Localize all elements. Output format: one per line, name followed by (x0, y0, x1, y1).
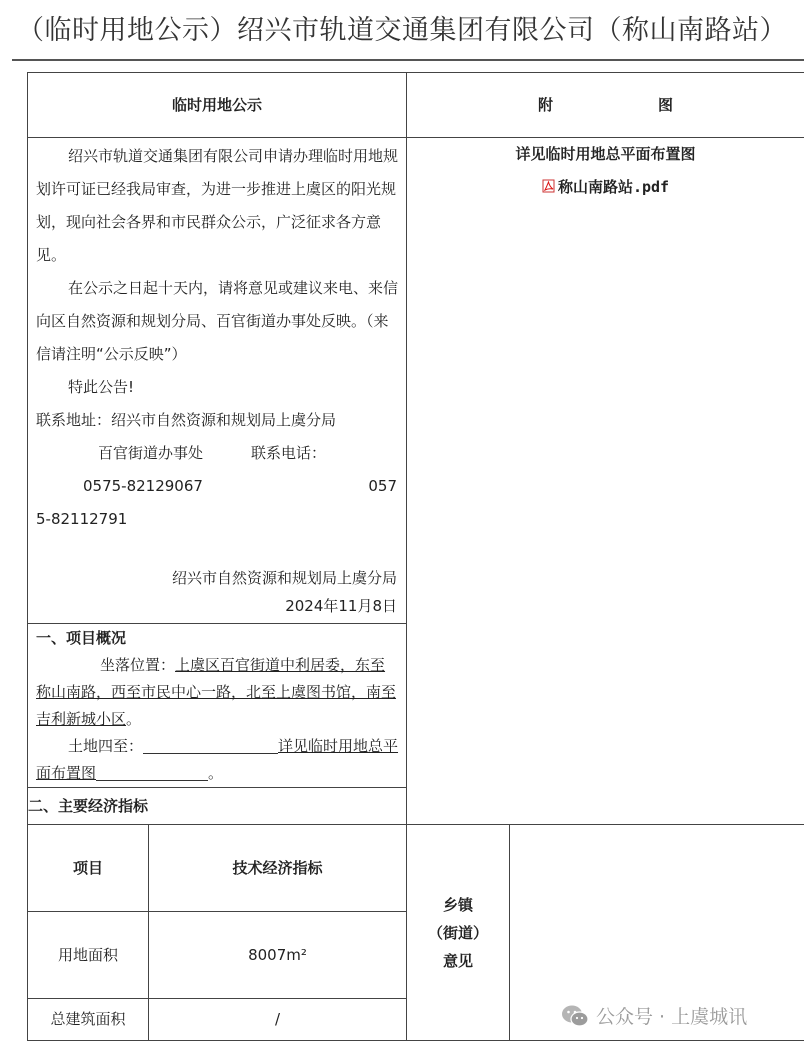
left-column-header: 临时用地公示 (28, 73, 407, 138)
boundary-label: 土地四至： (68, 737, 144, 755)
boundary-end: 。 (208, 764, 224, 782)
contact-office-line (28, 437, 406, 470)
boundary-line (28, 733, 406, 787)
right-column-header: 附 图 (407, 73, 804, 138)
attachment-cell (407, 138, 804, 825)
watermark-text: 公众号 · 上虞城讯 (596, 1006, 748, 1028)
location-line (28, 652, 406, 733)
row-value-floor-area: / (149, 999, 407, 1041)
section1-title: 一、项目概况 (36, 629, 127, 647)
wechat-icon (560, 1003, 590, 1029)
location-value: 上虞区百官街道中利居委，东至称山南路，西至市民中心一路，北至上虞图书馆，南至吉利新城小区 (36, 656, 397, 728)
signature-date: 2024年11月8日 (285, 597, 398, 615)
phone-number-1: 0575-82129067 (83, 477, 203, 495)
contact-office: 百官街道办事处 (98, 444, 204, 462)
township-opinion-label (407, 825, 510, 1041)
notice-paragraph-1: 绍兴市轨道交通集团有限公司申请办理临时用地规划许可证已经我局审查，为进一步推进上虞区的阳光规划，现向社会各界和市民群众公示，广泛征求各方意见。 (36, 147, 399, 264)
township-label-1: 乡镇 (443, 895, 474, 914)
project-overview (28, 624, 407, 788)
row-item-land-area: 用地面积 (28, 912, 149, 999)
pdf-icon (542, 172, 555, 186)
contact-address: 联系地址：绍兴市自然资源和规划局上虞分局 (36, 411, 337, 429)
notice-paragraph-3: 特此公告! (68, 378, 135, 396)
row-item-floor-area: 总建筑面积 (28, 999, 149, 1041)
attachment-description: 详见临时用地总平面布置图 (515, 145, 696, 163)
notice-body (28, 138, 407, 624)
item-column-header: 项目 (28, 825, 149, 912)
phone-row (28, 470, 406, 503)
boundary-value: 详见临时用地总平面布置图 (36, 737, 399, 782)
row-value-land-area: 8007m² (149, 912, 407, 999)
attachment-link[interactable] (407, 171, 804, 204)
township-label-3: 意见 (443, 951, 474, 970)
township-label-2: （街道） (428, 923, 489, 942)
notice-table (27, 72, 804, 1041)
location-label: 坐落位置： (100, 656, 176, 674)
attachment-file-name[interactable]: 称山南路站.pdf (557, 178, 670, 196)
title-divider (12, 59, 804, 61)
page-title: （临时用地公示）绍兴市轨道交通集团有限公司（称山南路站） (17, 15, 787, 46)
location-end: 。 (126, 710, 142, 728)
section2-title: 二、主要经济指标 (28, 788, 407, 825)
watermark (560, 1002, 747, 1029)
phone-label: 联系电话： (251, 444, 327, 462)
signature-org: 绍兴市自然资源和规划局上虞分局 (172, 569, 398, 587)
phone-number-2-part2: 5-82112791 (36, 510, 128, 528)
notice-paragraph-2: 在公示之日起十天内，请将意见或建议来电、来信向区自然资源和规划分局、百官街道办事处反映。（来信请注明“公示反映”） (36, 279, 399, 363)
phone-number-2-part1: 057 (368, 477, 398, 495)
indicator-column-header: 技术经济指标 (149, 825, 407, 912)
